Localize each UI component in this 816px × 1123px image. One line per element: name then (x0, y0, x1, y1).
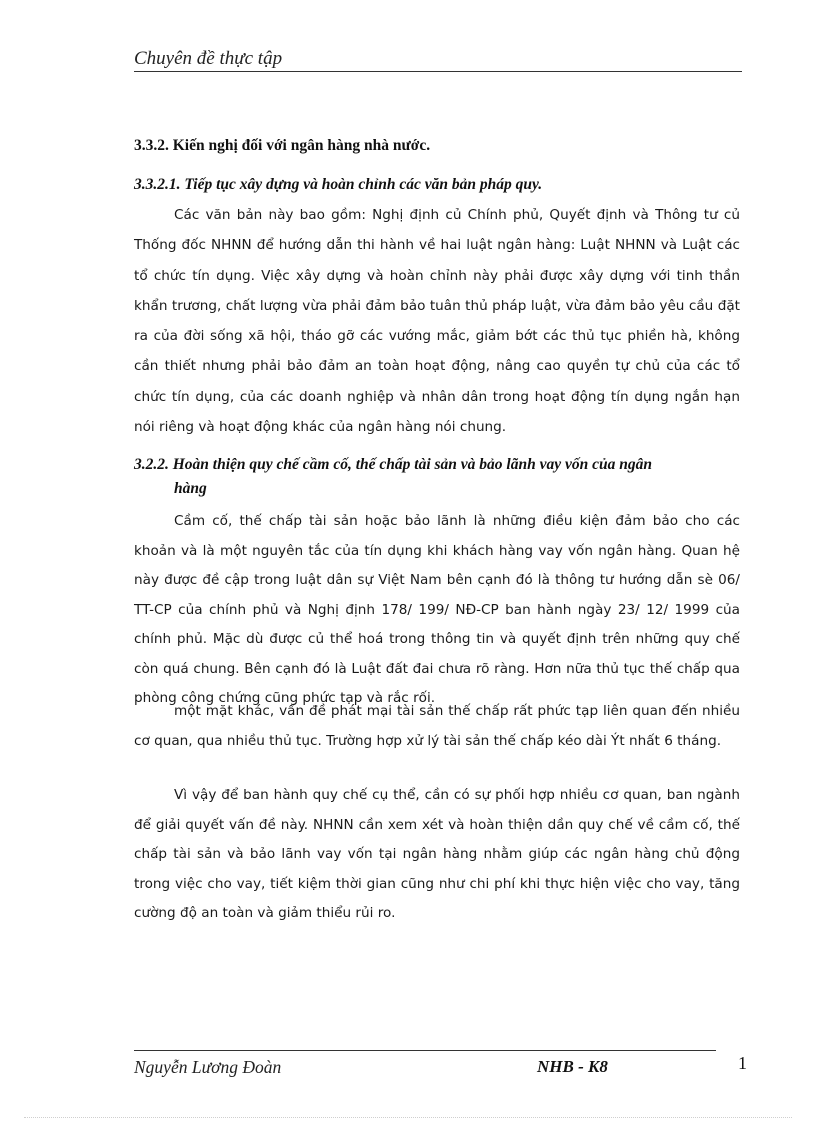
paragraph-recommendation: Vì vậy để ban hành quy chế cụ thể, cần có sự phối hợp nhiều cơ quan, ban ngành để giải quyết vấn đề này. NHNN cần xem xét và hoàn thiện dần quy chế về cầm cố, thế chấp tài sản và bảo lãnh vay vốn tại ngân hàng nhằm giúp các ngân hàng chủ động trong việc cho vay, tiết kiệm thời gian cũng như chi phí khi thực hiện việc cho vay, tăng cường độ an toàn và giảm thiểu rủi ro. (134, 787, 740, 921)
page-number: 1 (738, 1053, 747, 1073)
paragraph-collateral: Cầm cố, thế chấp tài sản hoặc bảo lãnh là những điều kiện đảm bảo cho các khoản và là một nguyên tắc của tín dụng khi khách hàng vay vốn ngân hàng. Quan hệ này được đề cập trong luật dân sự Việt Nam bên cạnh đó là thông tư hướng dẫn sè 06/ TT-CP của chính phủ và Nghị định 178/ 199/ NĐ-CP ban hành ngày 23/ 12/ 1999 của chính phủ. Mặc dù được củ thể hoá trong thông tin và quyết định trên những quy chế còn quá chung. Bên cạnh đó là Luật đất đai chưa rõ ràng. Hơn nữa thủ tục thế chấp qua phòng công chứng cũng phức tạp và rắc rối. (134, 513, 740, 706)
paragraph-asset-liquidation: một mặt khác, vấn đề phát mại tài sản thế chấp rất phức tạp liên quan đến nhiều cơ quan, qua nhiều thủ tục. Trường hợp xử lý tài sản thế chấp kéo dài Ýt nhất 6 tháng. (134, 703, 740, 749)
footer-author: Nguyễn Lương Đoàn (134, 1057, 282, 1077)
footer-class-code: NHB - K8 (537, 1057, 608, 1076)
page-bottom-edge (24, 1117, 792, 1118)
subsection-heading-3-3-2-1: 3.3.2.1. Tiếp tục xây dựng và hoàn chỉnh các văn bản pháp quy. (134, 176, 543, 193)
subsection-heading-3-2-2-line1: 3.2.2. Hoàn thiện quy chế cầm cố, thế chấp tài sản và bảo lãnh vay vốn của ngân (134, 456, 652, 473)
subsection-heading-3-2-2-line2: hàng (174, 480, 207, 497)
header-divider (134, 71, 742, 72)
footer-divider (134, 1050, 716, 1051)
document-header-title: Chuyên đề thực tập (134, 48, 283, 69)
paragraph-legal-documents: Các văn bản này bao gồm: Nghị định củ Chính phủ, Quyết định và Thông tư củ Thống đốc NHNN để hướng dẫn thi hành về hai luật ngân hàng: Luật NHNN và Luật các tổ chức tín dụng. Việc xây dựng và hoàn chỉnh này phải được xây dựng với tinh thần khẩn trương, chất lượng vừa phải đảm bảo tuân thủ pháp luật, vừa đảm bảo yêu cầu đặt ra của đời sống xã hội, tháo gỡ các vướng mắc, giảm bớt các thủ tục phiền hà, không cần thiết nhưng phải bảo đảm an toàn hoạt động, nâng cao quyền tự chủ của các tổ chức tín dụng, của các doanh nghiệp và nhân dân trong hoạt động tín dụng ngắn hạn nói riêng và hoạt động khác của ngân hàng nói chung. (134, 207, 740, 436)
section-heading-3-3-2: 3.3.2. Kiến nghị đối với ngân hàng nhà nước. (134, 137, 431, 154)
